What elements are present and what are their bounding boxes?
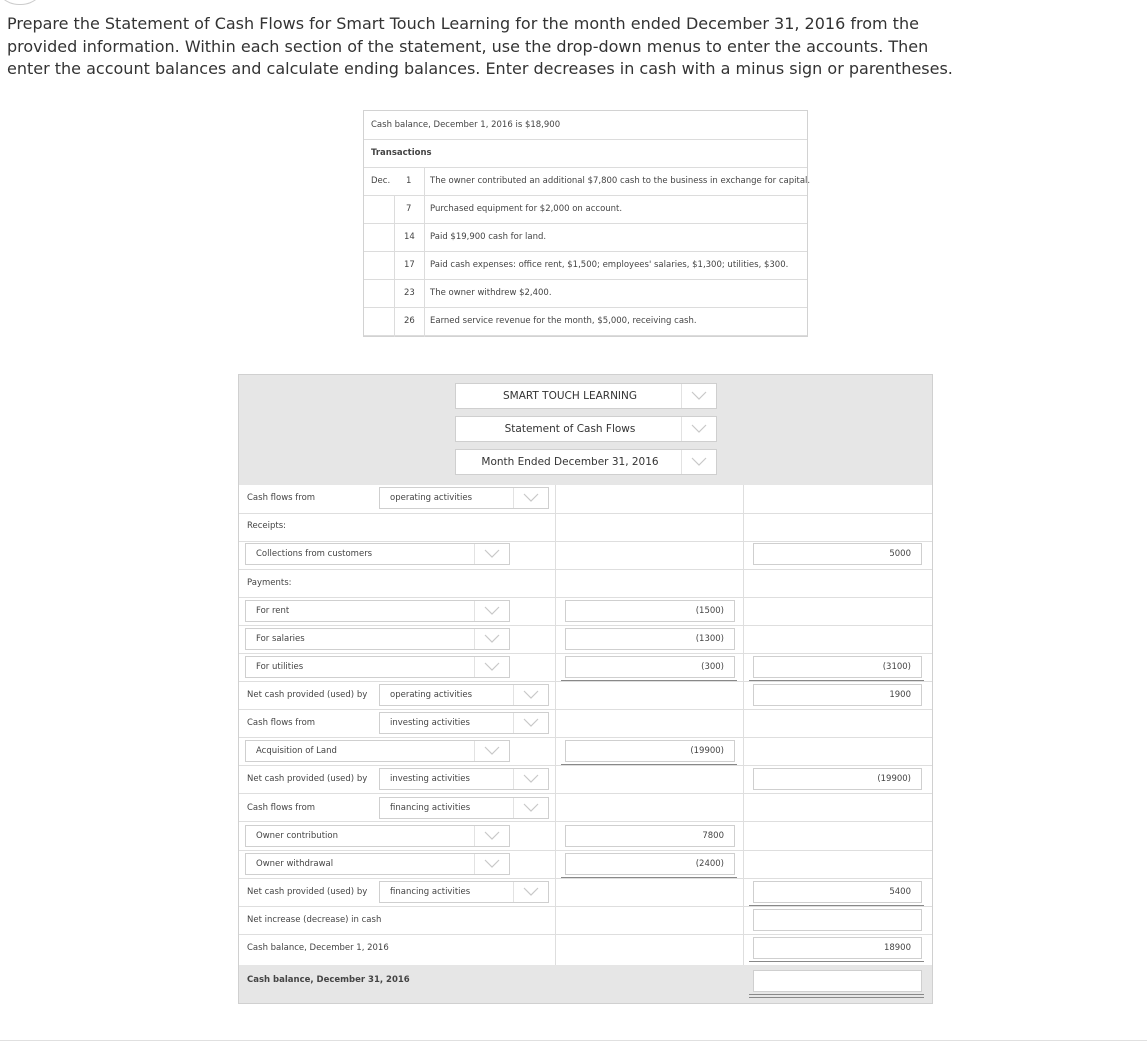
financing-amount-input-contribution[interactable]: 7800 bbox=[565, 825, 735, 847]
tx-day: 26 bbox=[404, 316, 415, 326]
chevron-down-icon bbox=[513, 769, 548, 789]
tx-day: 17 bbox=[404, 260, 415, 270]
subtotal-underline bbox=[561, 680, 737, 681]
operating-activity-select[interactable]: operating activities bbox=[379, 487, 549, 509]
chevron-down-icon bbox=[513, 685, 548, 705]
chevron-down-icon bbox=[474, 629, 509, 649]
month-label: Dec. bbox=[371, 176, 391, 186]
page-divider bbox=[0, 1040, 1147, 1041]
investing-net-total-input[interactable]: (19900) bbox=[753, 768, 922, 790]
question-marker-arc bbox=[0, 0, 46, 5]
statement-title-select[interactable]: Statement of Cash Flows bbox=[455, 416, 717, 442]
payment-account-select-utilities[interactable]: For utilities bbox=[245, 656, 510, 678]
payment-account-select-rent[interactable]: For rent bbox=[245, 600, 510, 622]
transactions-heading: Transactions bbox=[371, 148, 432, 158]
investing-activity-select[interactable]: investing activities bbox=[379, 712, 549, 734]
financing-amount-input-withdrawal[interactable]: (2400) bbox=[565, 853, 735, 875]
tx-day: 1 bbox=[406, 176, 412, 186]
total-double-underline bbox=[749, 994, 924, 998]
cash-flows-from-label: Cash flows from bbox=[247, 803, 316, 813]
ending-cash-input[interactable] bbox=[753, 970, 922, 992]
subtotal-underline bbox=[561, 877, 737, 878]
chevron-down-icon bbox=[681, 450, 716, 474]
net-increase-input[interactable] bbox=[753, 909, 922, 931]
tx-text: The owner withdrew $2,400. bbox=[430, 288, 552, 298]
beginning-cash-input[interactable]: 18900 bbox=[753, 937, 922, 959]
subtotal-underline bbox=[561, 764, 737, 765]
tx-text: Earned service revenue for the month, $5,000, receiving cash. bbox=[430, 316, 697, 326]
instructions-text: Prepare the Statement of Cash Flows for Smart Touch Learning for the month ended December 31, 2016 from the provided information. Within each section of the statement, use the drop-down menus to enter the accounts. Then enter the account balances and calculate ending balances. Enter decreases in cash with a minus sign or parentheses. bbox=[7, 14, 953, 78]
tx-day: 7 bbox=[406, 204, 412, 214]
financing-net-total-input[interactable]: 5400 bbox=[753, 881, 922, 903]
tx-day: 14 bbox=[404, 232, 415, 242]
financing-account-select-contribution[interactable]: Owner contribution bbox=[245, 825, 510, 847]
receipt-total-input[interactable]: 5000 bbox=[753, 543, 922, 565]
subtotal-underline bbox=[749, 905, 924, 906]
investing-account-select[interactable]: Acquisition of Land bbox=[245, 740, 510, 762]
cash-flow-statement-worksheet bbox=[238, 374, 933, 1004]
chevron-down-icon bbox=[474, 544, 509, 564]
chevron-down-icon bbox=[513, 882, 548, 902]
tx-text: Paid $19,900 cash for land. bbox=[430, 232, 547, 242]
chevron-down-icon bbox=[513, 798, 548, 818]
net-cash-label-financing: Net cash provided (used) by bbox=[247, 887, 368, 897]
statement-period-select[interactable]: Month Ended December 31, 2016 bbox=[455, 449, 717, 475]
net-cash-label-operating: Net cash provided (used) by bbox=[247, 690, 368, 700]
payment-amount-input-utilities[interactable]: (300) bbox=[565, 656, 735, 678]
chevron-down-icon bbox=[513, 713, 548, 733]
chevron-down-icon bbox=[513, 488, 548, 508]
chevron-down-icon bbox=[474, 854, 509, 874]
receipt-account-select[interactable]: Collections from customers bbox=[245, 543, 510, 565]
financing-activity-select[interactable]: financing activities bbox=[379, 797, 549, 819]
opening-balance-text: Cash balance, December 1, 2016 is $18,900 bbox=[371, 120, 561, 130]
ending-cash-label: Cash balance, December 31, 2016 bbox=[247, 975, 410, 985]
investing-amount-input[interactable]: (19900) bbox=[565, 740, 735, 762]
net-cash-label-investing: Net cash provided (used) by bbox=[247, 774, 368, 784]
financing-account-select-withdrawal[interactable]: Owner withdrawal bbox=[245, 853, 510, 875]
operating-net-activity-select[interactable]: operating activities bbox=[379, 684, 549, 706]
chevron-down-icon bbox=[681, 417, 716, 441]
tx-text: Paid cash expenses: office rent, $1,500; employees' salaries, $1,300; utilities, $300. bbox=[430, 260, 789, 270]
investing-net-activity-select[interactable]: investing activities bbox=[379, 768, 549, 790]
beginning-cash-label: Cash balance, December 1, 2016 bbox=[247, 943, 389, 953]
transactions-table bbox=[363, 110, 811, 337]
cash-flows-from-label: Cash flows from bbox=[247, 718, 316, 728]
company-name-select[interactable]: SMART TOUCH LEARNING bbox=[455, 383, 717, 409]
chevron-down-icon bbox=[474, 657, 509, 677]
subtotal-underline bbox=[749, 961, 924, 962]
tx-text: The owner contributed an additional $7,800 cash to the business in exchange for capital. bbox=[430, 176, 811, 186]
payment-amount-input-rent[interactable]: (1500) bbox=[565, 600, 735, 622]
chevron-down-icon bbox=[681, 384, 716, 408]
cash-flows-from-label: Cash flows from bbox=[247, 493, 316, 503]
tx-day: 23 bbox=[404, 288, 415, 298]
payment-account-select-salaries[interactable]: For salaries bbox=[245, 628, 510, 650]
payments-label: Payments: bbox=[247, 578, 292, 588]
net-increase-label: Net increase (decrease) in cash bbox=[247, 915, 382, 925]
financing-net-activity-select[interactable]: financing activities bbox=[379, 881, 549, 903]
payment-amount-input-salaries[interactable]: (1300) bbox=[565, 628, 735, 650]
chevron-down-icon bbox=[474, 826, 509, 846]
receipts-label: Receipts: bbox=[247, 521, 287, 531]
operating-net-total-input[interactable]: 1900 bbox=[753, 684, 922, 706]
chevron-down-icon bbox=[474, 601, 509, 621]
chevron-down-icon bbox=[474, 741, 509, 761]
payments-total-input[interactable]: (3100) bbox=[753, 656, 922, 678]
subtotal-underline bbox=[749, 680, 924, 681]
tx-text: Purchased equipment for $2,000 on account. bbox=[430, 204, 623, 214]
